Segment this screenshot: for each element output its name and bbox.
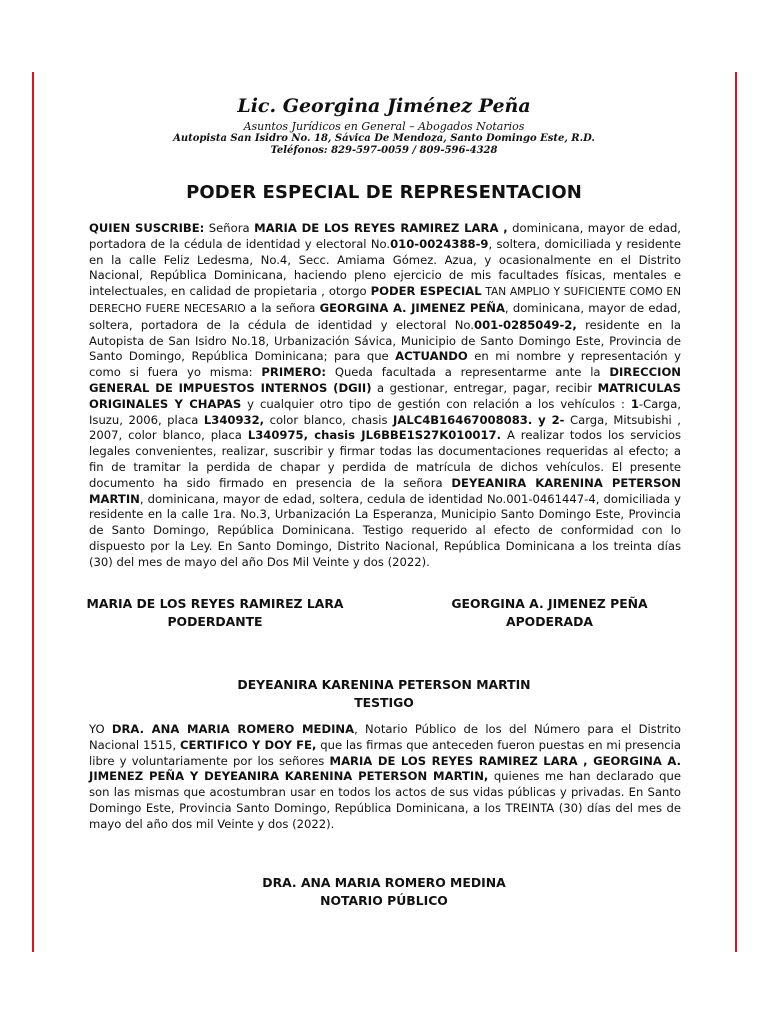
body-text-segment: , soltera, domiciliada y residente en la calle Feliz Ledesma, No.4, Secc. Amiama Gómez. Azua, y ocasionalmente en el Distrito Nacional, República Dominicana, haciendo pleno ejercicio de mis facultades físicas, mentales e intelectuales, en calidad de propietaria , otorgo <box>89 236 681 299</box>
agent-signature-role: APODERADA <box>506 614 593 629</box>
notary-certification <box>89 722 681 833</box>
body-plates: MATRICULAS ORIGINALES Y CHAPAS <box>89 380 681 411</box>
body-grantor-id: 010-0024388-9 <box>390 236 489 251</box>
witness-signature-role: TESTIGO <box>354 695 414 710</box>
witness-signature-name: DEYEANIRA KARENINA PETERSON MARTIN <box>237 677 531 692</box>
power-of-attorney-body <box>89 221 681 571</box>
notary-text-segment: YO <box>89 722 112 736</box>
body-vehicle-2-plate-chassis: L340975, chasis JL6BBE1S27K010017. <box>247 428 502 443</box>
body-text-segment: TAN AMPLIO Y SUFICIENTE COMO EN DERECHO FUERE NECESARIO <box>89 286 681 315</box>
notary-text-segment: que las firmas que anteceden fueron puestas en mi presencia libre y voluntariamente por los señores <box>89 737 681 768</box>
body-text-segment: y cualquier otro tipo de gestión con relación a los vehículos : <box>241 396 631 411</box>
body-text-segment: Señora <box>204 221 255 235</box>
body-special-power: PODER ESPECIAL <box>370 284 482 299</box>
witness-signature-block <box>0 676 768 712</box>
notary-signers: MARIA DE LOS REYES RAMIREZ LARA , GEORGINA A. JIMENEZ PEÑA Y DEYEANIRA KARENINA PETERSON MARTIN, <box>89 753 681 784</box>
body-lead: QUIEN SUSCRIBE: <box>89 221 205 235</box>
document-title: PODER ESPECIAL DE REPRESENTACION <box>186 182 582 203</box>
body-acting: ACTUANDO <box>395 349 468 364</box>
body-text-segment: a gestionar, entregar, pagar, recibir <box>371 380 598 395</box>
body-vehicle-2-number: y 2- <box>532 412 565 427</box>
body-text-segment: Queda facultada a representarme ante la <box>326 365 610 380</box>
notary-text-segment: quienes me han declarado que son las mismas que acostumbran usar en todos los actos de sus vidas públicas y privadas. En Santo Domingo Este, Provincia Santo Domingo, República Dominicana, a los TREINTA (30) días del mes de mayo del año dos mil Veinte y dos (2022). <box>89 769 682 831</box>
body-text-segment: a la señora <box>245 300 320 315</box>
right-margin-line <box>735 72 737 952</box>
letterhead-address: Autopista San Isidro No. 18, Sávica De Mendoza, Santo Domingo Este, R.D. <box>173 133 595 144</box>
notary-signature-name: DRA. ANA MARIA ROMERO MEDINA <box>262 875 506 890</box>
letterhead-phones: Teléfonos: 829-597-0059 / 809-596-4328 <box>270 145 498 156</box>
body-dgii: DIRECCION GENERAL DE IMPUESTOS INTERNOS (DGII) <box>89 365 682 395</box>
body-text-segment: dominicana, mayor de edad, portadora de la cédula de identidad y electoral No. <box>89 221 681 251</box>
body-text-segment: -Carga, Isuzu, 2006, placa <box>89 396 682 427</box>
notary-text-segment: , Notario Público de los del Número para el Distrito Nacional 1515, <box>89 722 681 752</box>
body-text-segment: residente en la Autopista de San Isidro No.18, Urbanización Sávica, Municipio de Santo Domingo Este, Provincia de Santo Domingo, República Dominicana; para que <box>89 317 681 364</box>
notary-name-inline: DRA. ANA MARIA ROMERO MEDINA <box>111 722 355 736</box>
notary-certify: CERTIFICO Y DOY FE, <box>180 737 317 752</box>
body-text-segment: , dominicana, mayor de edad, soltera, portadora de la cédula de identidad y electoral No. <box>89 300 681 332</box>
letterhead <box>0 94 768 157</box>
body-vehicle-1-chassis: JALC4B16467008083. <box>393 412 533 427</box>
body-text-segment: color blanco, chasis <box>264 412 394 427</box>
body-witness-name: DEYEANIRA KARENINA PETERSON MARTIN <box>89 475 681 506</box>
body-text-segment: en mi nombre y representación y como si fuera yo misma: <box>89 349 681 380</box>
body-agent-name: GEORGINA A. JIMENEZ PEÑA <box>319 300 505 315</box>
body-text-segment: Carga, Mitsubishi , 2007, color blanco, placa <box>89 412 681 443</box>
body-text-segment: A realizar todos los servicios legales convenientes, realizar, suscribir y firmar todas las documentaciones requeridas al efecto; a fin de tramitar la perdida de chapar y perdida de matrícula de dichos vehículos. El presente documento ha sido firmado en presencia de la señora <box>89 428 681 490</box>
body-grantor-name: MARIA DE LOS REYES RAMIREZ LARA , <box>254 221 508 235</box>
body-text-segment: , dominicana, mayor de edad, soltera, cedula de identidad No.001-0461447-4, domiciliada y residente en la calle 1ra. No.3, Urbanización La Esperanza, Municipio Santo Domingo Este, Provincia de Santo Domingo, República Dominicana. Testigo requerido al efecto de conformidad con lo dispuesto por la Ley. En Santo Domingo, Distrito Nacional, República Dominicana a los treinta días (30) del mes de mayo del año Dos Mil Veinte y dos (2022). <box>89 491 681 569</box>
left-margin-line <box>32 72 34 952</box>
notary-signature-block <box>0 874 768 910</box>
grantor-signature-role: PODERDANTE <box>167 614 263 629</box>
letterhead-services: Asuntos Jurídicos en General – Abogados Notarios <box>243 120 525 133</box>
body-vehicle-1-plate: L340932, <box>203 412 265 427</box>
letterhead-name: Lic. Georgina Jiménez Peña <box>237 95 531 117</box>
grantor-signature-block <box>80 595 350 631</box>
grantor-signature-name: MARIA DE LOS REYES RAMIREZ LARA <box>86 596 344 611</box>
body-first-clause: PRIMERO: <box>261 365 327 380</box>
body-vehicle-1-number: 1 <box>630 396 639 411</box>
agent-signature-name: GEORGINA A. JIMENEZ PEÑA <box>451 596 648 611</box>
notary-signature-role: NOTARIO PÚBLICO <box>320 893 448 908</box>
agent-signature-block <box>417 595 682 631</box>
body-agent-id: 001-0285049-2, <box>474 317 577 332</box>
